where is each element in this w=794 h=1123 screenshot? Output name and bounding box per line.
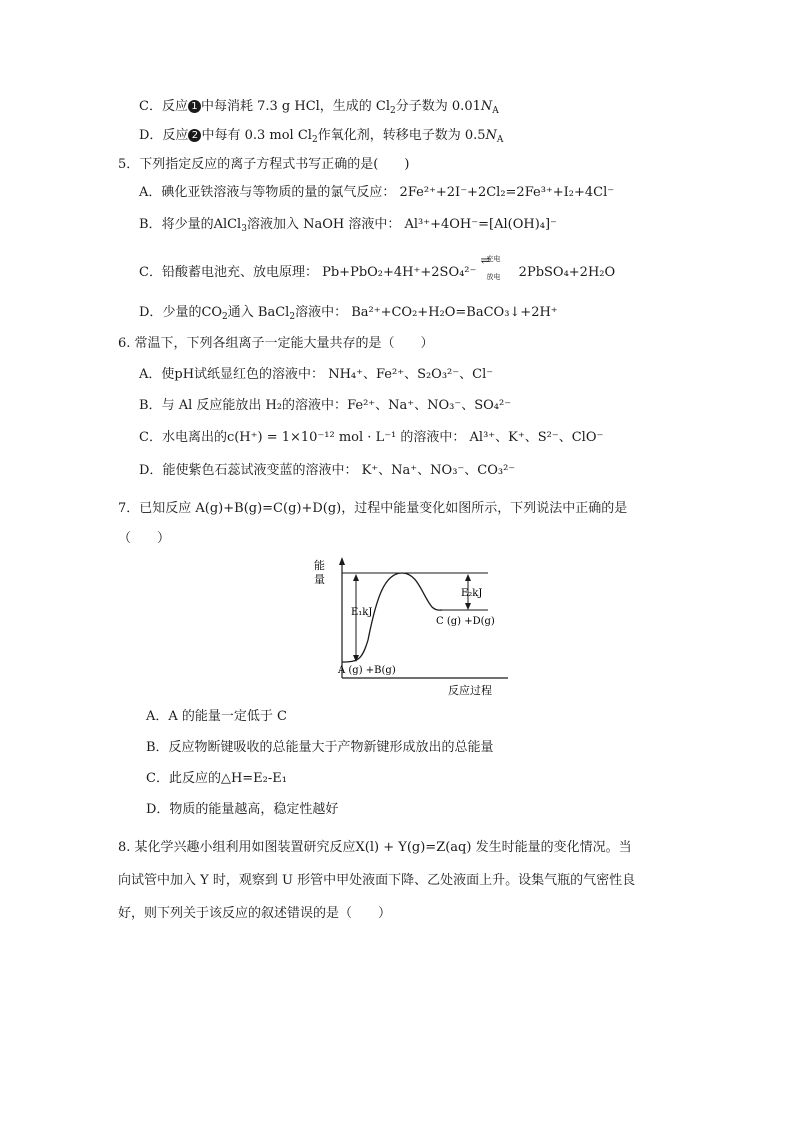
y-axis-label-1: 能 — [314, 559, 325, 572]
q5-stem: 5．下列指定反应的离子方程式书写正确的是( ) — [118, 157, 410, 172]
e2-label: E₂kJ — [461, 588, 483, 599]
q7-option-c: C．此反应的△H=E₂-E₁ — [146, 771, 287, 786]
q7-option-d: D．物质的能量越高，稳定性越好 — [146, 802, 339, 817]
reversible-arrow: 充电 ⇌ 放电 — [480, 253, 501, 281]
q8-line-2: 向试管中加入 Y 时，观察到 U 形管中甲处液面下降、乙处液面上升。设集气瓶的气密性良 — [118, 873, 636, 888]
q5-option-a: A．碘化亚铁溶液与等物质的量的氯气反应： 2Fe²⁺+2I⁻+2Cl₂=2Fe³⁺+I₂+4Cl⁻ — [139, 185, 615, 200]
q7-option-a: A．A 的能量一定低于 C — [146, 709, 287, 724]
e1-label: E₁kJ — [351, 607, 373, 618]
q8-line-3: 好，则下列关于该反应的叙述错误的是（ ） — [118, 906, 392, 921]
y-axis-label-2: 量 — [314, 573, 325, 586]
q5-option-c: C．铅酸蓄电池充、放电原理： Pb+PbO₂+4H⁺+2SO₄²⁻ 充电 ⇌ 放电 2PbSO₄+2H₂O — [139, 253, 616, 281]
products-label: C (g) +D(g) — [436, 616, 495, 627]
y-axis-arrow-icon — [339, 557, 345, 565]
q5-option-d: D．少量的$CO_2$通入 BaCl$_2$溶液中： Ba²⁺+CO₂+H₂O=BaCO₃↓+2H⁺ — [139, 305, 558, 322]
q6-option-c: C．水电离出的c(H⁺) = 1×10⁻¹² mol · L⁻¹ 的溶液中： Al³⁺、K⁺、S²⁻、ClO⁻ — [139, 430, 604, 445]
q4-option-d: D．反应 2 中每有 0.3 mol $Cl_2$作氧化剂，转移电子数为 $0.5N_A$ — [139, 128, 504, 145]
e2-arrow-down-icon — [465, 603, 471, 610]
q4-option-c: C．反应 1 中每消耗 7.3 g HCl，生成的 $Cl_2$分子数为 $0.01N_A$ — [139, 99, 499, 116]
q6-option-a: A．使pH试纸显红色的溶液中： NH₄⁺、Fe²⁺、S₂O₃²⁻、Cl⁻ — [139, 367, 494, 382]
q6-option-d: D．能使紫色石蕊试液变蓝的溶液中： K⁺、Na⁺、NO₃⁻、CO₃²⁻ — [139, 463, 516, 478]
reactants-label: A (g) +B(g) — [338, 665, 396, 676]
q7-stem: 7．已知反应 A(g)+B(g)=C(g)+D(g)，过程中能量变化如图所示，下列说法中正确的是 — [118, 501, 628, 516]
energy-diagram — [310, 555, 510, 697]
e2-arrow-up-icon — [465, 574, 471, 581]
q6-option-b: B．与 Al 反应能放出 H₂的溶液中：Fe²⁺、Na⁺、NO₃⁻、SO₄²⁻ — [139, 398, 512, 413]
q6-stem: 6. 常温下，下列各组离子一定能大量共存的是（ ） — [118, 336, 434, 351]
q5-option-b: B．将少量的AlCl$_3$溶液加入 NaOH 溶液中： Al³⁺+4OH⁻=[Al(OH)₄]⁻ — [139, 217, 557, 234]
x-axis-label: 反应过程 — [448, 684, 492, 697]
equilibrium-arrow-icon: ⇌ — [480, 253, 491, 267]
q7-answer-paren: （ ） — [118, 531, 171, 546]
q8-line-1: 8. 某化学兴趣小组利用如图装置研究反应X(l) + Y(g)=Z(aq) 发生时能量的变化情况。当 — [118, 840, 632, 855]
e1-arrow-up-icon — [353, 574, 359, 581]
q7-option-b: B．反应物断键吸收的总能量大于产物新键形成放出的总能量 — [146, 740, 494, 755]
circled-number-1: 1 — [188, 100, 201, 113]
circled-number-2: 2 — [188, 129, 201, 142]
